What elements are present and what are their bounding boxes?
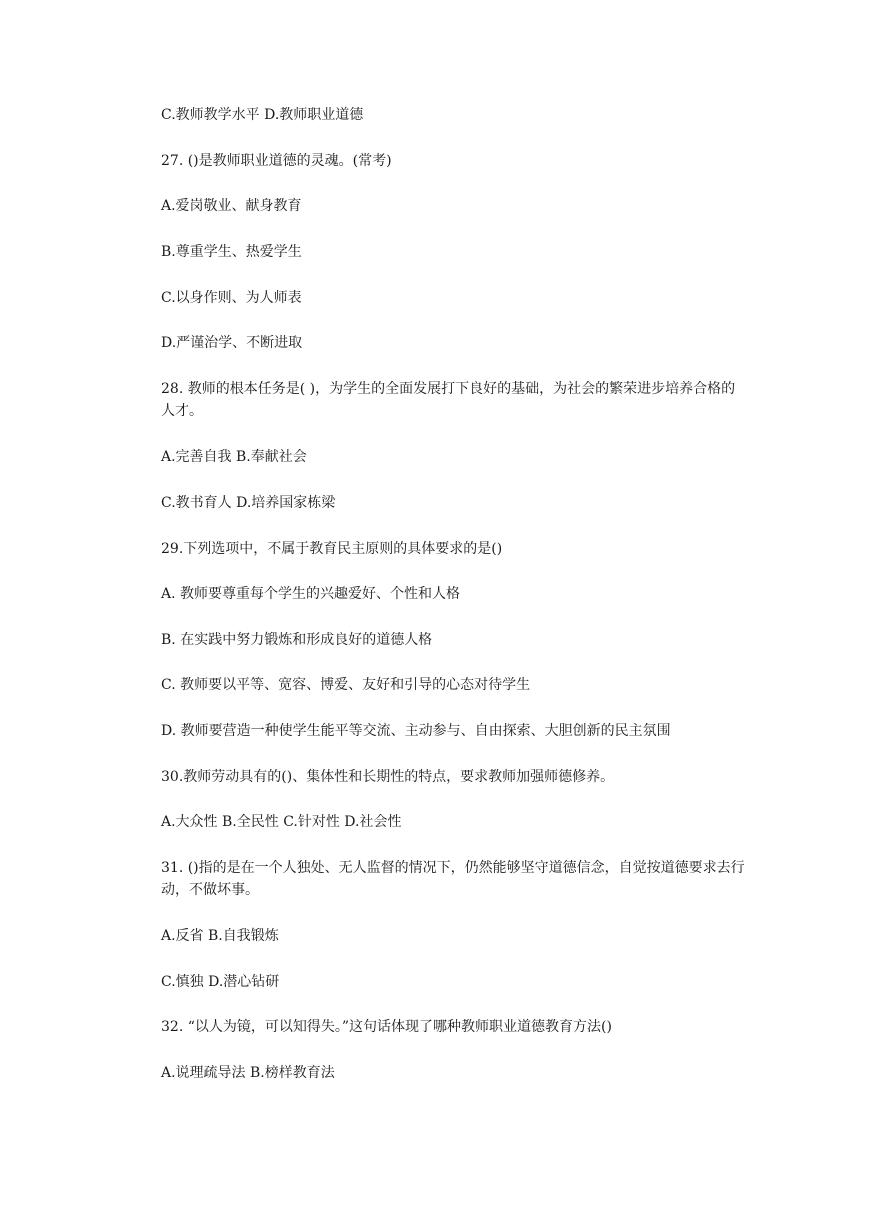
question-32: 32. “以人为镜，可以知得失。”这句话体现了哪种教师职业道德教育方法() [161, 1019, 612, 1035]
option-30-abcd: A.大众性 B.全民性 C.针对性 D.社会性 [161, 814, 402, 830]
question-28: 28. 教师的根本任务是( )，为学生的全面发展打下良好的基础，为社会的繁荣进步培养合格的人才。 [161, 381, 736, 419]
option-31-cd: C.慎独 D.潜心钻研 [161, 974, 280, 990]
option-28-ab: A.完善自我 B.奉献社会 [161, 449, 307, 465]
option-29-b: B. 在实践中努力锻炼和形成良好的道德人格 [161, 632, 433, 648]
option-29-a: A. 教师要尊重每个学生的兴趣爱好、个性和人格 [161, 586, 461, 602]
question-30: 30.教师劳动具有的()、集体性和长期性的特点，要求教师加强师德修养。 [161, 769, 615, 785]
question-27: 27. ()是教师职业道德的灵魂。(常考) [161, 153, 392, 169]
option-28-cd: C.教书育人 D.培养国家栋梁 [161, 495, 336, 511]
option-31-ab: A.反省 B.自我锻炼 [161, 928, 279, 944]
option-27-c: C.以身作则、为人师表 [161, 290, 302, 306]
option-27-a: A.爱岗敬业、献身教育 [161, 198, 302, 214]
option-29-d: D. 教师要营造一种使学生能平等交流、主动参与、自由探索、大胆创新的民主氛围 [161, 723, 671, 739]
option-29-c: C. 教师要以平等、宽容、博爱、友好和引导的心态对待学生 [161, 677, 531, 693]
option-27-d: D.严谨治学、不断进取 [161, 335, 303, 351]
question-29: 29.下列选项中，不属于教育民主原则的具体要求的是() [161, 541, 503, 557]
option-27-b: B.尊重学生、热爱学生 [161, 244, 302, 260]
option-32-ab: A.说理疏导法 B.榜样教育法 [161, 1065, 335, 1081]
option-line-26-cd: C.教师教学水平 D.教师职业道德 [161, 107, 364, 123]
question-31: 31. ()指的是在一个人独处、无人监督的情况下，仍然能够坚守道德信念，自觉按道德要求去行 动，不做坏事。 [161, 860, 745, 898]
